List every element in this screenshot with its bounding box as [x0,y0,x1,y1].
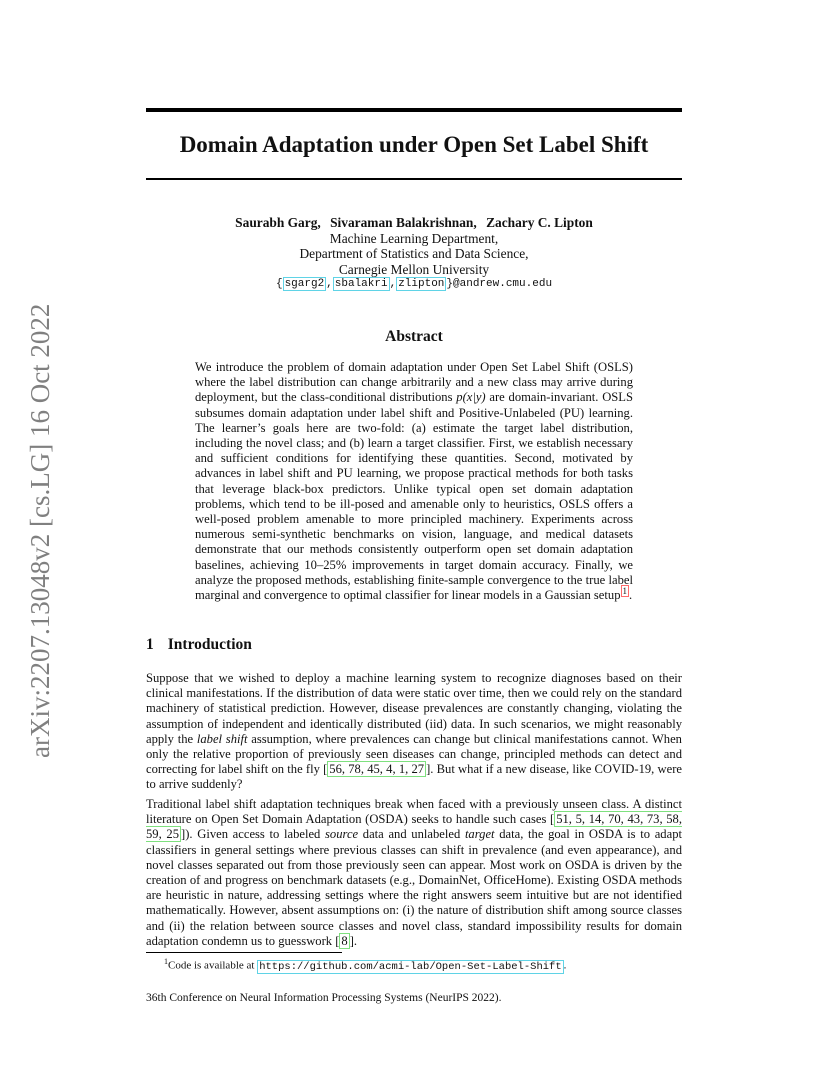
footnote: $^1$Code is available at https://github.com/acmi-lab/Open-Set-Label-Shift . [164,957,567,973]
math-expression: p(x|y) [456,390,486,405]
email-link[interactable]: zlipton [398,278,445,290]
abstract-text: We introduce the problem of domain adaptation under Open Set Label Shift (OSLS) where the label distribution can change arbitrarily and a new class may arrive during deployment, but the class-conditional distributions p(x|y) are domain-invariant. OSLS subsumes domain adaptation under label shift and Positive-Unlabeled (PU) learning. The learner’s goals here are two-fold: (a) estimate the target label distribution, including the novel class; and (b) learn a target classifier. First, we establish necessary and sufficient conditions for identifying these quantities. Second, motivated by advances in label shift and PU learning, we propose practical methods for both tasks that leverage black-box predictors. Unlike typical open set domain adaptation problems, which tend to be ill-posed and amenable only to heuristics, OSLS offers a well-posed problem amenable to more principled machinery. Experiments across numerous semi-synthetic benchmarks on vision, language, and medical datasets demonstrate that our methods consistently outperform open set domain adaptation baselines, achieving 10–25% improvements in target domain accuracy. Finally, we analyze the proposed methods, establishing finite-sample convergence to the true label marginal and convergence to optimal classifier for linear models in a Gaussian setup $^1$ . [195,360,633,603]
title-rule-top [146,108,682,112]
section-title: Introduction [167,636,252,653]
citation-link[interactable]: 51, 5, 14, 70, 43, 73, 58, 59, 25 [146,812,682,842]
title-rule-bottom [146,178,682,180]
emphasis: source [325,827,359,842]
citation-link[interactable]: 56, 78, 45, 4, 1, 27 [329,762,425,777]
emphasis: label shift [196,731,248,746]
footnote-mark: 1 [164,957,168,966]
author-name: Sivaraman Balakrishnan, [330,215,477,230]
affiliation-line: Department of Statistics and Data Science, [299,246,529,261]
abstract-heading: Abstract [385,328,443,345]
affiliation-line: Machine Learning Department, [329,230,499,246]
emphasis: target [464,827,495,842]
email-brace: { [275,278,283,290]
author-emails: { sgarg2 , sbalakri , zlipton }@andrew.cmu.edu [275,278,553,290]
email-link[interactable]: sgarg2 [284,278,325,290]
section-number: 1 [146,636,154,653]
code-url-link[interactable]: https://github.com/acmi-lab/Open-Set-Label-Shift [259,960,562,973]
email-domain: }@andrew.cmu.edu [446,278,553,290]
intro-paragraph: Suppose that we wished to deploy a machine learning system to recognize diagnoses based on their clinical manifestations. If the distribution of data were static over time, then we could rely on the standard machinery of statistical prediction. However, disease prevalences are constantly changing, violating the assumption of independent and identically distributed (iid) data. In such scenarios, we might reasonably apply the label shift assumption, where prevalences can change but clinical manifestations cannot. When only the relative proportion of previously seen diseases can change, principled methods can detect and correcting for label shift on the fly [ 56, 78, 45, 4, 1, 27 ]. But what if a new disease, like COVID-19, were to arrive suddenly? [146,671,682,792]
paper-title: Domain Adaptation under Open Set Label Shift [179,132,649,157]
email-link[interactable]: sbalakri [334,278,388,290]
affiliation-line: Carnegie Mellon University [338,261,490,277]
footnote-rule [146,952,342,953]
author-names [146,215,682,231]
citation-link[interactable]: 8 [341,933,348,948]
intro-paragraph: Traditional label shift adaptation techniques break when faced with a previously unseen class. A distinct literature on Open Set Domain Adaptation (OSDA) seeks to handle such cases [ 51, 5, 14, 70, 43, 73, 58, 59, 25 ]). Given access to labeled source data and unlabeled target data, the goal in OSDA is to adapt classifiers in general settings where previous classes can shift in prevalence (and even appearance), and novel classes separated out from those previously seen can appear. Most work on OSDA is driven by the creation of and progress on benchmark datasets (e.g., DomainNet, OfficeHome). Existing OSDA methods are heuristic in nature, addressing settings where the right answers seem intuitive but are not identified mathematically. However, absent assumptions on: (i) the nature of distribution shift among source classes and (ii) the relation between source classes and novel class, standard impossibility results for domain adaptation condemn us to guesswork [ 8 ]. [146,797,682,948]
author-block [146,215,682,293]
author-name: Saurabh Garg, [235,215,321,230]
section-heading [146,636,252,654]
arxiv-stamp: arXiv:2207.13048v2 [cs.LG] 16 Oct 2022 [25,303,55,758]
conference-note: 36th Conference on Neural Information Processing Systems (NeurIPS 2022). [146,992,502,1004]
author-name: Zachary C. Lipton [486,215,593,230]
footnote-link[interactable]: 1 [622,585,627,596]
